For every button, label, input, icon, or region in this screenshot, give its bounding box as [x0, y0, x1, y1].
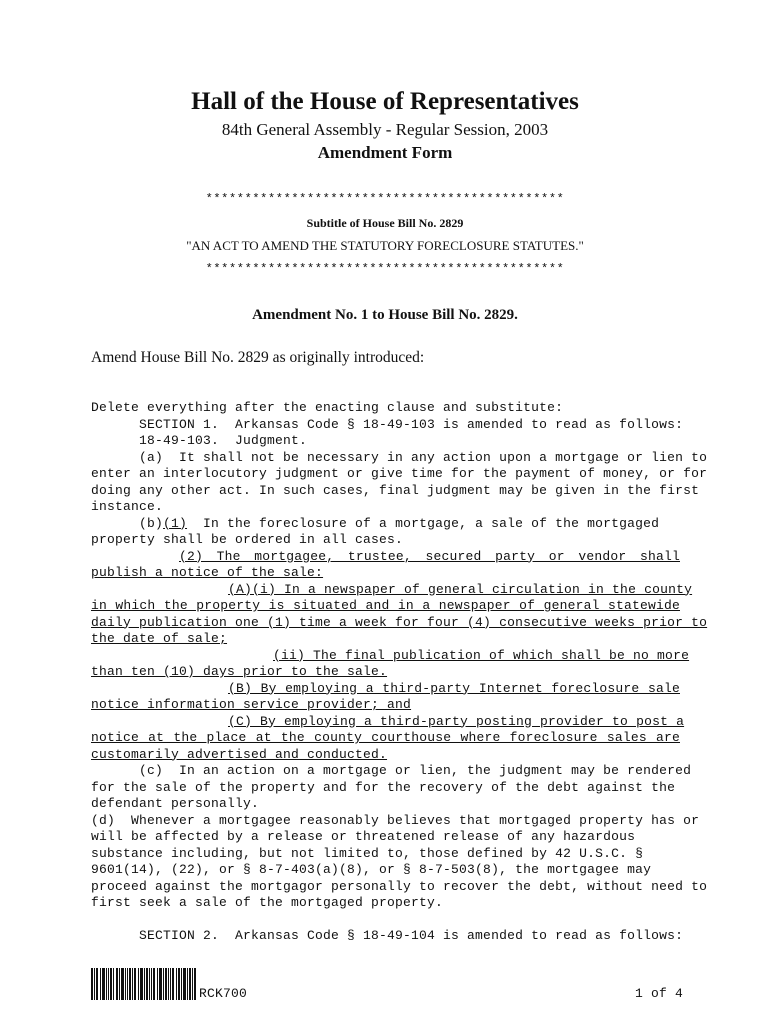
- amendment-intro: Amend House Bill No. 2829 as originally introduced:: [91, 349, 425, 366]
- body-line: (c) In an action on a mortgage or lien, the judgment may be rendered: [91, 763, 692, 778]
- inserted-line: customarily advertised and conducted.: [91, 746, 388, 762]
- subsection-marker: (b): [91, 515, 164, 531]
- page-title: Hall of the House of Representatives: [191, 88, 579, 115]
- inserted-text: (1): [163, 515, 188, 531]
- inserted-line: notice at the place at the county courthouse where foreclosure sales are: [91, 730, 680, 745]
- body-text: In the foreclosure of a mortgage, a sale of the mortgaged: [187, 515, 660, 531]
- inserted-line: the date of sale;: [91, 631, 228, 646]
- body-line: will be affected by a release or threatened release of any hazardous: [91, 829, 636, 844]
- body-line: Delete everything after the enacting clause and substitute:: [91, 400, 564, 415]
- subtitle-label: Subtitle of House Bill No. 2829: [306, 216, 464, 230]
- body-line: SECTION 1. Arkansas Code § 18-49-103 is amended to read as follows:: [91, 416, 684, 432]
- body-line: defendant personally.: [91, 796, 260, 811]
- body-line: instance.: [91, 499, 164, 514]
- inserted-line: notice information service provider; and: [91, 697, 412, 712]
- amendment-number: Amendment No. 1 to House Bill No. 2829.: [252, 307, 518, 323]
- body-line: 9601(14), (22), or § 8-7-403(a)(8), or § 8-7-503(8), the mortgagee may: [91, 862, 652, 877]
- body-line: SECTION 2. Arkansas Code § 18-49-104 is amended to read as follows:: [91, 928, 684, 943]
- body-line: (d) Whenever a mortgagee reasonably believes that mortgaged property has or: [91, 812, 700, 828]
- inserted-line: (B) By employing a third-party Internet foreclosure sale: [228, 680, 680, 696]
- act-title: "AN ACT TO AMEND THE STATUTORY FORECLOSURE STATUTES.": [186, 238, 584, 253]
- body-line: (a) It shall not be necessary in any action upon a mortgage or lien to: [91, 449, 708, 465]
- barcode-icon: [91, 968, 197, 1000]
- inserted-line: (C) By employing a third-party posting provider to post a: [228, 713, 685, 729]
- star-divider-top: **********************************************: [205, 192, 565, 206]
- inserted-line: publish a notice of the sale:: [91, 565, 324, 580]
- inserted-line: daily publication one (1) time a week for four (4) consecutive weeks prior to: [91, 614, 708, 630]
- body-line: property shall be ordered in all cases.: [91, 532, 404, 547]
- page-footer: [91, 968, 683, 1000]
- body-line: substance including, but not limited to, those defined by 42 U.S.C. §: [91, 845, 644, 861]
- body-line: for the sale of the property and for the recovery of the debt against the: [91, 779, 676, 795]
- inserted-line: in which the property is situated and in a newspaper of general statewide: [91, 598, 680, 613]
- body-line: [91, 516, 659, 532]
- inserted-line: (ii) The final publication of which shall be no more: [273, 647, 690, 663]
- page-number: 1 of 4: [634, 986, 683, 1001]
- session-line: 84th General Assembly - Regular Session, 2003: [221, 120, 549, 139]
- body-line: proceed against the mortgagor personally to recover the debt, without need to: [91, 878, 708, 894]
- document-code: RCK700: [199, 986, 248, 1001]
- body-line: enter an interlocutory judgment or give time for the payment of money, or for: [91, 466, 708, 481]
- body-line: 18-49-103. Judgment.: [91, 433, 308, 448]
- star-divider-bottom: **********************************************: [205, 262, 565, 276]
- form-name: Amendment Form: [317, 143, 453, 162]
- inserted-line: (A)(i) In a newspaper of general circulation in the county: [228, 581, 693, 597]
- body-line: first seek a sale of the mortgaged property.: [91, 895, 444, 910]
- inserted-line: than ten (10) days prior to the sale.: [91, 664, 388, 679]
- body-line: doing any other act. In such cases, final judgment may be given in the first: [91, 482, 700, 498]
- inserted-line: (2) The mortgagee, trustee, secured party or vendor shall: [179, 548, 680, 564]
